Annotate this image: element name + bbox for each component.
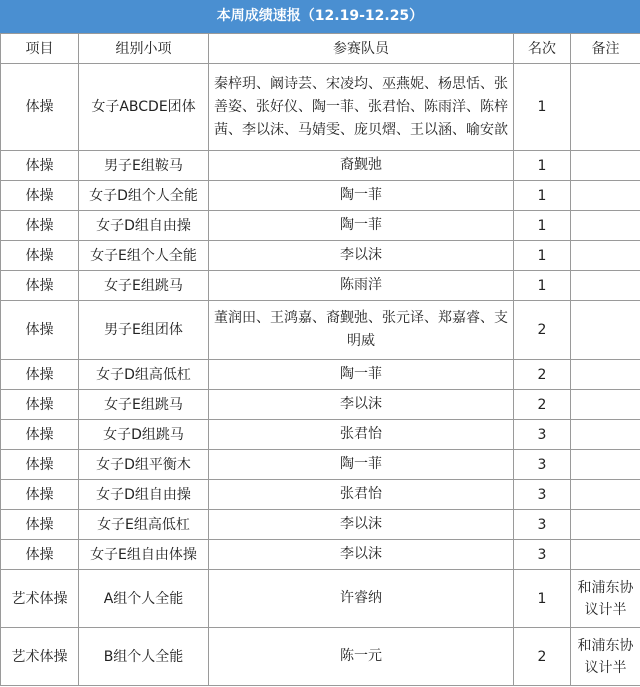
event-cell: B组个人全能 (79, 628, 209, 686)
members-cell: 李以沫 (209, 540, 514, 570)
table-row (1, 151, 640, 181)
rank-cell: 1 (514, 570, 571, 628)
table-row (1, 510, 640, 540)
rank-cell: 3 (514, 450, 571, 480)
table-row (1, 181, 640, 211)
members-cell: 陶一菲 (209, 360, 514, 390)
col-header-event: 组别小项 (79, 34, 209, 64)
sport-cell: 体操 (1, 271, 79, 301)
event-cell: 女子E组自由体操 (79, 540, 209, 570)
rank-cell: 1 (514, 64, 571, 151)
table-row (1, 420, 640, 450)
note-cell: 和浦东协议计半 (571, 570, 640, 628)
event-cell: 女子D组自由操 (79, 480, 209, 510)
note-cell (571, 360, 640, 390)
note-cell (571, 151, 640, 181)
event-cell: A组个人全能 (79, 570, 209, 628)
rank-cell: 3 (514, 420, 571, 450)
rank-cell: 2 (514, 390, 571, 420)
members-cell: 陶一菲 (209, 181, 514, 211)
members-cell: 李以沫 (209, 510, 514, 540)
sport-cell: 体操 (1, 390, 79, 420)
members-cell: 陶一菲 (209, 211, 514, 241)
note-cell (571, 64, 640, 151)
event-cell: 女子D组个人全能 (79, 181, 209, 211)
members-cell: 秦梓玥、阚诗芸、宋凌均、巫燕妮、杨思恬、张善姿、张好仪、陶一菲、张君怡、陈雨洋、陈梓茜、李以沫、马婧雯、庞贝熠、王以涵、喻安歆 (209, 64, 514, 151)
sport-cell: 体操 (1, 450, 79, 480)
sport-cell: 体操 (1, 241, 79, 271)
col-header-rank: 名次 (514, 34, 571, 64)
event-cell: 女子D组自由操 (79, 211, 209, 241)
results-table (0, 33, 640, 686)
event-cell: 女子ABCDE团体 (79, 64, 209, 151)
sport-cell: 体操 (1, 181, 79, 211)
table-row (1, 450, 640, 480)
sport-cell: 体操 (1, 510, 79, 540)
note-cell (571, 480, 640, 510)
note-cell (571, 420, 640, 450)
members-cell: 董润田、王鸿嘉、裔觐弛、张元译、郑嘉睿、支明威 (209, 301, 514, 360)
col-header-note: 备注 (571, 34, 640, 64)
note-cell: 和浦东协议计半 (571, 628, 640, 686)
report-title: 本周成绩速报（12.19-12.25） (0, 0, 640, 33)
note-cell (571, 271, 640, 301)
event-cell: 女子D组平衡木 (79, 450, 209, 480)
event-cell: 女子E组跳马 (79, 271, 209, 301)
note-cell (571, 241, 640, 271)
note-cell (571, 540, 640, 570)
note-cell (571, 450, 640, 480)
rank-cell: 3 (514, 480, 571, 510)
sport-cell: 体操 (1, 151, 79, 181)
note-cell (571, 211, 640, 241)
sport-cell: 艺术体操 (1, 570, 79, 628)
note-cell (571, 510, 640, 540)
sport-cell: 体操 (1, 301, 79, 360)
sport-cell: 体操 (1, 420, 79, 450)
members-cell: 许睿纳 (209, 570, 514, 628)
sport-cell: 体操 (1, 540, 79, 570)
header-row (1, 34, 640, 64)
rank-cell: 2 (514, 628, 571, 686)
col-header-sport: 项目 (1, 34, 79, 64)
note-cell (571, 390, 640, 420)
members-cell: 张君怡 (209, 480, 514, 510)
rank-cell: 1 (514, 151, 571, 181)
table-row (1, 271, 640, 301)
rank-cell: 2 (514, 360, 571, 390)
event-cell: 女子E组个人全能 (79, 241, 209, 271)
members-cell: 张君怡 (209, 420, 514, 450)
table-row (1, 390, 640, 420)
event-cell: 女子E组高低杠 (79, 510, 209, 540)
event-cell: 男子E组团体 (79, 301, 209, 360)
members-cell: 陶一菲 (209, 450, 514, 480)
table-row (1, 480, 640, 510)
note-cell (571, 181, 640, 211)
rank-cell: 3 (514, 540, 571, 570)
sport-cell: 体操 (1, 480, 79, 510)
sport-cell: 体操 (1, 211, 79, 241)
table-row (1, 540, 640, 570)
rank-cell: 1 (514, 241, 571, 271)
members-cell: 裔觐弛 (209, 151, 514, 181)
event-cell: 女子E组跳马 (79, 390, 209, 420)
rank-cell: 1 (514, 181, 571, 211)
rank-cell: 2 (514, 301, 571, 360)
sport-cell: 体操 (1, 360, 79, 390)
event-cell: 女子D组跳马 (79, 420, 209, 450)
sport-cell: 体操 (1, 64, 79, 151)
sport-cell: 艺术体操 (1, 628, 79, 686)
event-cell: 男子E组鞍马 (79, 151, 209, 181)
event-cell: 女子D组高低杠 (79, 360, 209, 390)
table-row (1, 241, 640, 271)
members-cell: 李以沫 (209, 241, 514, 271)
rank-cell: 1 (514, 271, 571, 301)
rank-cell: 1 (514, 211, 571, 241)
table-row (1, 64, 640, 151)
col-header-members: 参赛队员 (209, 34, 514, 64)
table-row (1, 570, 640, 628)
table-row (1, 301, 640, 360)
table-row (1, 211, 640, 241)
table-row (1, 628, 640, 686)
note-cell (571, 301, 640, 360)
members-cell: 陈雨洋 (209, 271, 514, 301)
members-cell: 陈一元 (209, 628, 514, 686)
table-row (1, 360, 640, 390)
rank-cell: 3 (514, 510, 571, 540)
members-cell: 李以沫 (209, 390, 514, 420)
